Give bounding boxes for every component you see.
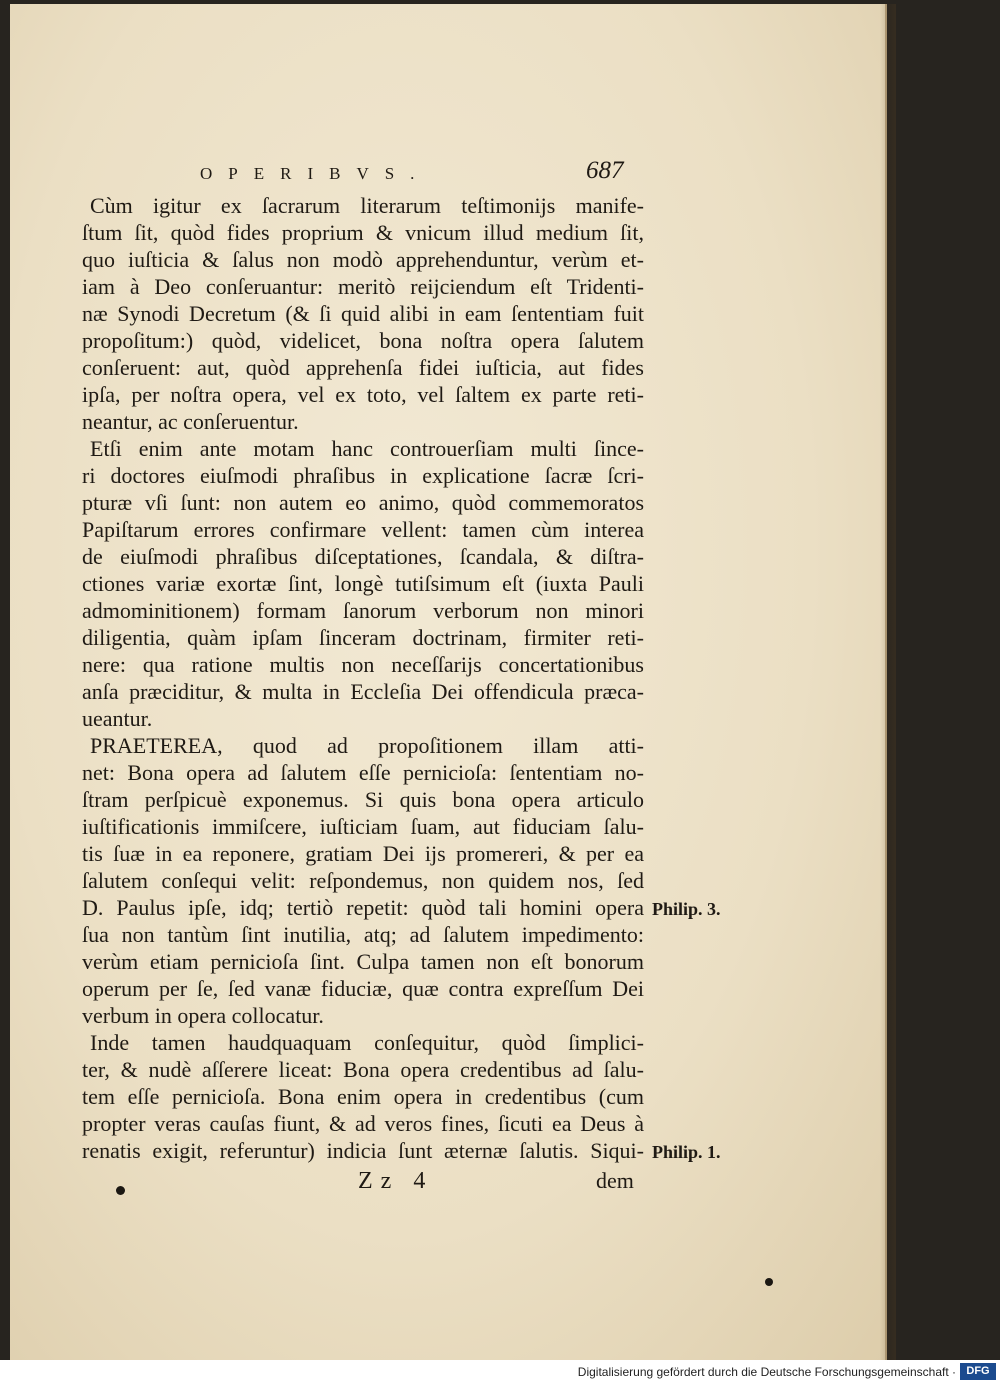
text-line: ipſa, per noſtra opera, vel ex toto, vel ſaltem ex parte reti- — [82, 382, 644, 407]
text-line: Papiſtarum errores confirmare vellent: tamen cùm interea — [82, 517, 644, 542]
text-line: ſtram perſpicuè exponemus. Si quis bona opera articulo — [82, 787, 644, 812]
text-line: Etſi enim ante motam hanc controuerſiam multi ſince- — [90, 436, 644, 461]
text-line: ſalutem conſequi velit: reſpondemus, non quidem nos, ſed — [82, 868, 644, 893]
text-line: conſeruent: aut, quòd apprehenſa fidei iuſticia, aut fides — [82, 355, 644, 380]
text-line: nere: qua ratione multis non neceſſarijs concertationibus — [82, 652, 644, 677]
text-line: iuſtificationis immiſcere, iuſticiam ſuam, aut fiduciam ſalu- — [82, 814, 644, 839]
digitization-footer — [0, 1360, 1000, 1384]
text-line: quo iuſticia & ſalus non modò apprehenduntur, verùm et- — [82, 247, 644, 272]
text-line: tem eſſe pernicioſa. Bona enim opera in credentibus (cum — [82, 1084, 644, 1109]
text-line: operum per ſe, ſed vanæ fiduciæ, quæ contra expreſſum Dei — [82, 976, 644, 1001]
funding-notice: Digitalisierung gefördert durch die Deutsche Forschungsgemeinschaft · — [577, 1365, 956, 1379]
marginal-note: Philip. 1. — [652, 1142, 721, 1162]
signature-mark: Zz 4 — [358, 1168, 434, 1194]
page-number: 687 — [586, 157, 624, 184]
text-line: propoſitum:) quòd, videlicet, bona noſtra opera ſalutem — [82, 328, 644, 353]
text-line: de eiuſmodi phraſibus diſceptationes, ſcandala, & diſtra- — [82, 544, 644, 569]
text-line: tis ſuæ in ea reponere, gratiam Dei ijs promereri, & per ea — [82, 841, 644, 866]
text-line: PRAETEREA, quod ad propoſitionem illam atti- — [90, 733, 644, 758]
text-line: propter veras cauſas fiunt, & ad veros fines, ſicuti ea Deus à — [82, 1111, 644, 1136]
text-line: Cùm igitur ex ſacrarum literarum teſtimonijs manife- — [90, 193, 644, 218]
catchword: dem — [596, 1168, 634, 1193]
ink-spot — [116, 1186, 125, 1195]
text-line: diligentia, quàm ipſam ſinceram doctrinam, firmiter reti- — [82, 625, 644, 650]
text-line: ſua non tantùm ſint inutilia, atq; ad ſalutem impedimento: — [82, 922, 644, 947]
text-line: ſtum ſit, quòd fides proprium & vnicum illud medium ſit, — [82, 220, 644, 245]
marginal-note: Philip. 3. — [652, 899, 721, 919]
page-edge-shadow — [880, 4, 896, 1360]
text-line: D. Paulus ipſe, idq; tertiò repetit: quòd tali homini opera — [82, 895, 644, 920]
text-line: ter, & nudè aſſerere liceat: Bona opera credentibus ad ſalu- — [82, 1057, 644, 1082]
text-line: pturæ vſi ſunt: non autem eo animo, quòd commemoratos — [82, 490, 644, 515]
text-line: Inde tamen haudquaquam conſequitur, quòd ſimplici- — [90, 1030, 644, 1055]
text-line: net: Bona opera ad ſalutem eſſe pernicioſa: ſententiam no- — [82, 760, 644, 785]
text-line: verbum in opera collocatur. — [82, 1003, 324, 1028]
running-head: OPERIBVS. — [200, 164, 431, 183]
text-line: næ Synodi Decretum (& ſi quid alibi in eam ſententiam fuit — [82, 301, 644, 326]
ink-spot — [765, 1278, 773, 1286]
text-line: ueantur. — [82, 706, 153, 731]
dfg-logo: DFG — [960, 1363, 996, 1380]
text-line: ctiones variæ exortæ ſint, longè tutiſsimum eſt (iuxta Pauli — [82, 571, 644, 596]
text-line: verùm etiam pernicioſa ſint. Culpa tamen non eſt bonorum — [82, 949, 644, 974]
text-line: anſa præciditur, & multa in Eccleſia Dei offendicula præca- — [82, 679, 644, 704]
text-line: renatis exigit, referuntur) indicia ſunt æternæ ſalutis. Siqui- — [82, 1138, 644, 1163]
text-line: iam à Deo conſeruantur: meritò reijciendum eſt Tridenti- — [82, 274, 644, 299]
text-line: admominitionem) formam ſanorum verborum non minori — [82, 598, 644, 623]
text-line: neantur, ac conſeruentur. — [82, 409, 299, 434]
text-line: ri doctores eiuſmodi phraſibus in explicatione ſacræ ſcri- — [82, 463, 644, 488]
